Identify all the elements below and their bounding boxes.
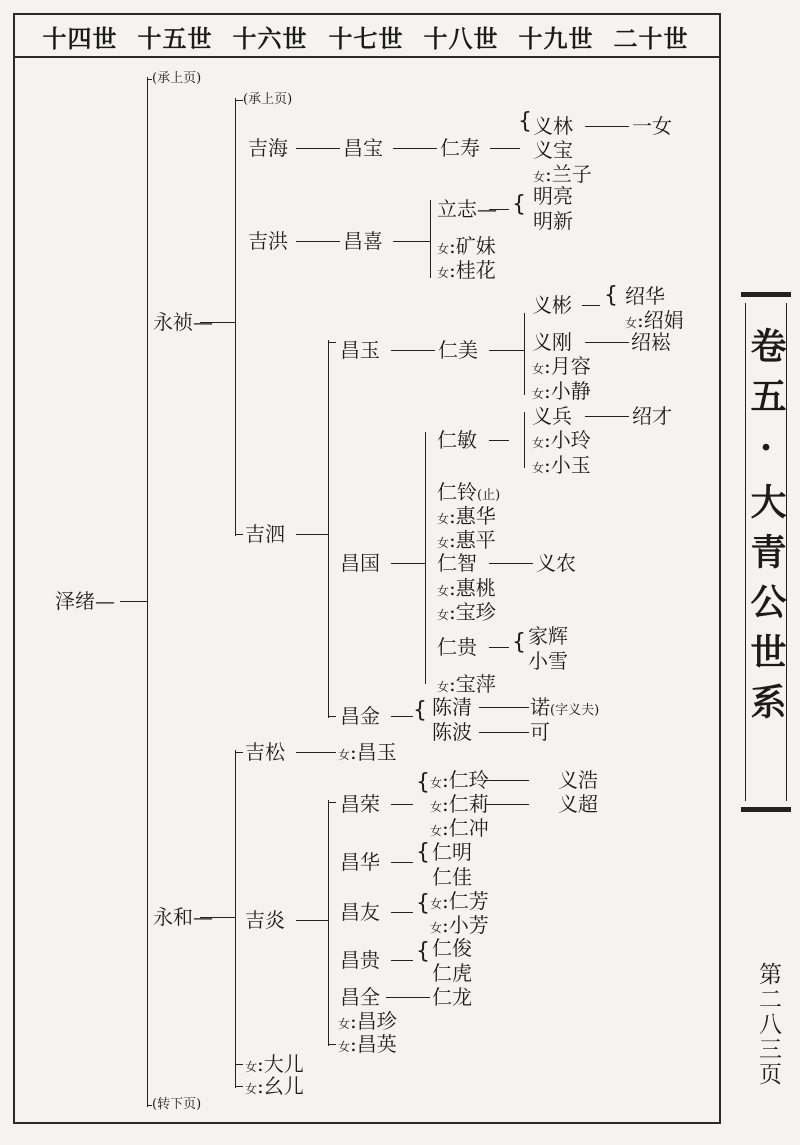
person-renling: 仁铃(止) (437, 480, 501, 504)
continued-from-note: (承上页) (243, 92, 293, 107)
person-yichao: 义超 (558, 792, 598, 816)
person-renchong: 女:仁冲 (430, 816, 489, 840)
person-renmei: 仁美 (438, 338, 478, 362)
tree-line (479, 732, 529, 733)
person-nuo: 诺(字义夫) (530, 695, 600, 719)
person-changyu-2: 女:昌玉 (338, 740, 397, 764)
person-renhu: 仁虎 (432, 961, 472, 985)
tree-line (328, 340, 329, 718)
tree-line (147, 77, 148, 1107)
person-huitao: 女:惠桃 (437, 576, 496, 600)
tree-line (489, 440, 509, 441)
person-xiaoling: 女:小玲 (532, 428, 591, 452)
tree-line (235, 1064, 243, 1065)
tree-line (485, 780, 529, 781)
tree-line (296, 148, 340, 149)
person-yigang: 义刚 (532, 330, 572, 354)
tree-line (413, 563, 425, 564)
tree-line (391, 804, 413, 805)
person-yuerong: 女:月容 (532, 354, 591, 378)
person-guihua: 女:桂花 (437, 258, 496, 282)
person-renmin: 仁敏 (437, 428, 477, 452)
tree-line (328, 1044, 336, 1045)
person-jihai: 吉海 (248, 136, 288, 160)
gen-label-19: 十九世 (518, 24, 594, 53)
tree-line (479, 707, 529, 708)
tree-line (430, 200, 431, 278)
tree-line (489, 350, 505, 351)
person-changbao: 昌宝 (343, 136, 383, 160)
tree-line (235, 98, 236, 536)
person-changgui: 昌贵 (340, 948, 380, 972)
tree-line (415, 241, 430, 242)
tree-line (485, 804, 529, 805)
person-changyu: 昌玉 (340, 338, 380, 362)
tree-line (391, 350, 435, 351)
person-changguo: 昌国 (340, 551, 380, 575)
tree-line (386, 997, 430, 998)
person-jisi: 吉泗 (245, 522, 285, 546)
continued-from-note: (承上页) (152, 71, 202, 86)
person-baozhen: 女:宝珍 (437, 600, 496, 624)
brace: { (416, 770, 430, 795)
tree-line (328, 800, 329, 1046)
person-renming: 仁明 (432, 840, 472, 864)
tree-line (489, 647, 509, 648)
person-jisong: 吉松 (245, 740, 285, 764)
brace: { (413, 698, 427, 723)
courtesy-name-note: (字义夫) (550, 703, 600, 718)
person-yihao: 义浩 (558, 768, 598, 792)
self-title-note: (止) (477, 488, 501, 503)
person-yinv: 一女 (632, 114, 672, 138)
person-yibao: 义宝 (533, 138, 573, 162)
person-changying: 女:昌英 (338, 1032, 397, 1056)
person-huihua: 女:惠华 (437, 504, 496, 528)
person-yibing: 义兵 (532, 404, 572, 428)
gen-label-15: 十五世 (137, 24, 213, 53)
person-renzhi: 仁智 (437, 551, 477, 575)
tree-line (296, 241, 340, 242)
tree-line (489, 563, 533, 564)
tree-line (391, 960, 413, 961)
brace: { (518, 109, 532, 134)
person-yinong: 义农 (536, 551, 576, 575)
tree-line (296, 920, 328, 921)
tree-line (235, 534, 243, 535)
brace: { (416, 840, 430, 865)
tree-line (524, 412, 525, 468)
tree-line (120, 601, 147, 602)
tree-line (582, 305, 600, 306)
person-yaoer: 女:幺儿 (245, 1074, 304, 1098)
tree-line (585, 126, 629, 127)
brace: { (512, 630, 526, 655)
person-rengui: 仁贵 (437, 635, 477, 659)
person-mingliang: 明亮 (533, 184, 573, 208)
person-xiaojing: 女:小静 (532, 379, 591, 403)
person-yilin: 义林 (533, 114, 573, 138)
tree-line (393, 148, 437, 149)
person-shaohua: 绍华 (625, 284, 665, 308)
person-renshou: 仁寿 (440, 136, 480, 160)
person-renjia: 仁佳 (432, 865, 472, 889)
continued-to-note: (转下页) (152, 1097, 202, 1112)
person-yongzhen: 永祯— (153, 310, 213, 334)
volume-title-box (741, 292, 791, 812)
person-shaocai: 绍才 (632, 404, 672, 428)
gen-label-16: 十六世 (232, 24, 308, 53)
person-xiaoxue: 小雪 (528, 649, 568, 673)
person-renfang: 女:仁芳 (430, 889, 489, 913)
brace: { (512, 192, 526, 217)
tree-line (391, 563, 413, 564)
person-renli: 女:仁莉 (430, 792, 489, 816)
brace: { (416, 939, 430, 964)
person-jiahui: 家辉 (528, 624, 568, 648)
person-shaojuan: 女:绍娟 (625, 308, 684, 332)
tree-line (328, 342, 336, 343)
tree-line (296, 534, 328, 535)
person-ke: 可 (530, 720, 550, 744)
person-jihong: 吉洪 (248, 229, 288, 253)
person-xiaoyu: 女:小玉 (532, 453, 591, 477)
person-changzhen: 女:昌珍 (338, 1009, 397, 1033)
person-kuangmei: 女:矿妹 (437, 234, 496, 258)
tree-line (490, 148, 520, 149)
tree-line (235, 100, 243, 101)
tree-line (505, 350, 524, 351)
person-renjun: 仁俊 (432, 936, 472, 960)
person-changrong: 昌荣 (340, 792, 380, 816)
tree-line (585, 416, 629, 417)
tree-line (391, 862, 413, 863)
person-daer: 女:大儿 (245, 1052, 304, 1076)
person-baoping: 女:宝萍 (437, 672, 496, 696)
person-shaosong: 绍崧 (631, 330, 671, 354)
tree-line (296, 752, 336, 753)
person-mingxin: 明新 (533, 209, 573, 233)
person-yibin: 义彬 (532, 293, 572, 317)
person-huiping: 女:惠平 (437, 528, 496, 552)
person-lizhi: 立志— (437, 197, 497, 221)
person-changxi: 昌喜 (343, 229, 383, 253)
gen-label-14: 十四世 (42, 24, 118, 53)
person-changquan: 昌全 (340, 985, 380, 1009)
tree-line (235, 752, 243, 753)
page-number: 第二八三页 (755, 962, 781, 1087)
gen-label-18: 十八世 (423, 24, 499, 53)
tree-line (235, 1086, 243, 1087)
tree-line (328, 716, 336, 717)
person-renlong: 仁龙 (432, 985, 472, 1009)
person-chenbo: 陈波 (432, 720, 472, 744)
tree-line (524, 313, 525, 395)
volume-title: 卷五·大青公世系 (745, 327, 787, 733)
person-zexu: 泽绪— (55, 589, 115, 613)
person-lanzi: 女:兰子 (533, 162, 592, 186)
person-changyou: 昌友 (340, 900, 380, 924)
person-xiaofang: 女:小芳 (430, 913, 489, 937)
tree-line (235, 750, 236, 1088)
person-yonghe: 永和— (153, 905, 213, 929)
person-renling-2: 女:仁玲 (430, 768, 489, 792)
person-changjin: 昌金 (340, 704, 380, 728)
person-changhua: 昌华 (340, 850, 380, 874)
gen-label-17: 十七世 (328, 24, 404, 53)
tree-line (391, 716, 413, 717)
tree-line (585, 342, 629, 343)
tree-line (391, 912, 413, 913)
brace: { (604, 283, 618, 308)
brace: { (416, 891, 430, 916)
tree-line (393, 241, 415, 242)
gen-label-20: 二十世 (613, 24, 689, 53)
person-jiyan: 吉炎 (245, 908, 285, 932)
tree-line (328, 802, 336, 803)
person-chenqing: 陈清 (432, 695, 472, 719)
tree-line (425, 432, 426, 684)
